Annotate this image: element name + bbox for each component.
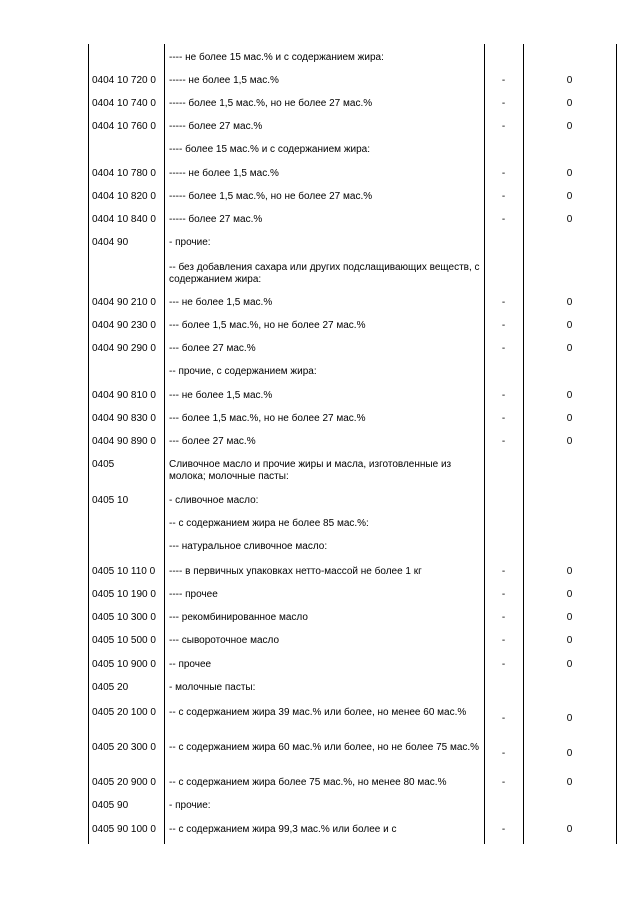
unit-cell: - [501, 214, 506, 225]
unit-cell: - [501, 297, 506, 308]
unit-cell: - [501, 713, 506, 724]
description-cell: - молочные пасты: [169, 682, 256, 693]
description-cell: --- натуральное сливочное масло: [169, 541, 328, 552]
unit-cell: - [501, 343, 506, 354]
unit-cell: - [501, 390, 506, 401]
description-cell: --- более 27 мас.% [169, 343, 256, 354]
tariff-code-cell: 0405 90 100 0 [92, 824, 156, 835]
description-cell: --- рекомбинированное масло [169, 612, 308, 623]
description-cell: ----- более 27 мас.% [169, 121, 263, 132]
description-cell: -- с содержанием жира 39 мас.% или более, но менее 60 мас.% [169, 707, 467, 718]
description-cell: ----- более 1,5 мас.%, но не более 27 мас.% [169, 98, 373, 109]
tariff-code-cell: 0404 90 890 0 [92, 436, 156, 447]
tariff-code-cell: 0404 10 760 0 [92, 121, 156, 132]
duty-rate-cell: 0 [566, 413, 573, 424]
tariff-code-cell: 0405 10 900 0 [92, 659, 156, 670]
duty-rate-cell: 0 [566, 612, 573, 623]
duty-rate-cell: 0 [566, 343, 573, 354]
description-cell: -- с содержанием жира 60 мас.% или более, но не более 75 мас.% [169, 742, 480, 753]
unit-cell: - [501, 320, 506, 331]
unit-cell: - [501, 121, 506, 132]
tariff-code-cell: 0405 20 300 0 [92, 742, 156, 753]
duty-rate-cell: 0 [566, 748, 573, 759]
description-cell: ---- не более 15 мас.% и с содержанием жира: [169, 52, 384, 63]
tariff-code-cell: 0405 10 500 0 [92, 635, 156, 646]
tariff-code-cell: 0404 90 230 0 [92, 320, 156, 331]
description-cell: -- прочие, с содержанием жира: [169, 366, 317, 377]
description-cell: ---- более 15 мас.% и с содержанием жира: [169, 144, 370, 155]
description-cell: --- более 1,5 мас.%, но не более 27 мас.% [169, 320, 366, 331]
tariff-code-cell: 0404 10 840 0 [92, 214, 156, 225]
duty-rate-cell: 0 [566, 659, 573, 670]
unit-cell: - [501, 566, 506, 577]
unit-cell: - [501, 659, 506, 670]
tariff-code-cell: 0405 10 190 0 [92, 589, 156, 600]
duty-rate-cell: 0 [566, 589, 573, 600]
unit-cell: - [501, 589, 506, 600]
unit-cell: - [501, 612, 506, 623]
duty-rate-cell: 0 [566, 713, 573, 724]
column-divider [164, 44, 165, 844]
description-cell: --- сывороточное масло [169, 635, 280, 646]
unit-cell: - [501, 75, 506, 86]
tariff-code-cell: 0405 20 [92, 682, 129, 693]
duty-rate-cell: 0 [566, 98, 573, 109]
description-cell: -- без добавления сахара или других подслащивающих веществ, с содержанием жира: [169, 262, 480, 285]
tariff-code-cell: 0405 20 100 0 [92, 707, 156, 718]
description-cell: ----- не более 1,5 мас.% [169, 168, 279, 179]
description-cell: Сливочное масло и прочие жиры и масла, изготовленные из молока; молочные пасты: [169, 459, 452, 482]
tariff-code-cell: 0404 90 810 0 [92, 390, 156, 401]
tariff-code-cell: 0404 10 740 0 [92, 98, 156, 109]
duty-rate-cell: 0 [566, 390, 573, 401]
tariff-code-cell: 0405 90 [92, 800, 129, 811]
tariff-code-cell: 0405 10 110 0 [92, 566, 156, 577]
tariff-code-cell: 0404 10 820 0 [92, 191, 156, 202]
description-cell: - прочие: [169, 800, 211, 811]
duty-rate-cell: 0 [566, 777, 573, 788]
description-cell: --- более 27 мас.% [169, 436, 256, 447]
unit-cell: - [501, 748, 506, 759]
unit-cell: - [501, 191, 506, 202]
duty-rate-cell: 0 [566, 168, 573, 179]
tariff-table [88, 44, 617, 844]
tariff-code-cell: 0405 10 300 0 [92, 612, 156, 623]
description-cell: - сливочное масло: [169, 495, 259, 506]
description-cell: -- с содержанием жира не более 85 мас.%: [169, 518, 369, 529]
tariff-code-cell: 0405 20 900 0 [92, 777, 156, 788]
duty-rate-cell: 0 [566, 214, 573, 225]
duty-rate-cell: 0 [566, 297, 573, 308]
duty-rate-cell: 0 [566, 635, 573, 646]
description-cell: ----- не более 1,5 мас.% [169, 75, 279, 86]
unit-cell: - [501, 168, 506, 179]
unit-cell: - [501, 824, 506, 835]
duty-rate-cell: 0 [566, 824, 573, 835]
description-cell: --- более 1,5 мас.%, но не более 27 мас.% [169, 413, 366, 424]
duty-rate-cell: 0 [566, 191, 573, 202]
tariff-code-cell: 0404 10 720 0 [92, 75, 156, 86]
description-cell: -- прочее [169, 659, 212, 670]
description-cell: ---- прочее [169, 589, 218, 600]
tariff-code-cell: 0404 90 [92, 237, 129, 248]
description-cell: ----- более 27 мас.% [169, 214, 263, 225]
description-cell: - прочие: [169, 237, 211, 248]
unit-cell: - [501, 98, 506, 109]
description-cell: --- не более 1,5 мас.% [169, 390, 273, 401]
duty-rate-cell: 0 [566, 436, 573, 447]
unit-cell: - [501, 436, 506, 447]
description-cell: ----- более 1,5 мас.%, но не более 27 мас.% [169, 191, 373, 202]
description-cell: --- не более 1,5 мас.% [169, 297, 273, 308]
duty-rate-cell: 0 [566, 121, 573, 132]
unit-cell: - [501, 413, 506, 424]
duty-rate-cell: 0 [566, 75, 573, 86]
tariff-code-cell: 0404 90 290 0 [92, 343, 156, 354]
unit-cell: - [501, 777, 506, 788]
description-cell: -- с содержанием жира более 75 мас.%, но менее 80 мас.% [169, 777, 447, 788]
tariff-code-cell: 0404 10 780 0 [92, 168, 156, 179]
duty-rate-cell: 0 [566, 566, 573, 577]
tariff-code-cell: 0405 [92, 459, 115, 470]
duty-rate-cell: 0 [566, 320, 573, 331]
tariff-code-cell: 0404 90 830 0 [92, 413, 156, 424]
unit-cell: - [501, 635, 506, 646]
tariff-code-cell: 0404 90 210 0 [92, 297, 156, 308]
description-cell: -- с содержанием жира 99,3 мас.% или более и с [169, 824, 397, 835]
tariff-code-cell: 0405 10 [92, 495, 129, 506]
description-cell: ---- в первичных упаковках нетто-массой не более 1 кг [169, 566, 422, 577]
